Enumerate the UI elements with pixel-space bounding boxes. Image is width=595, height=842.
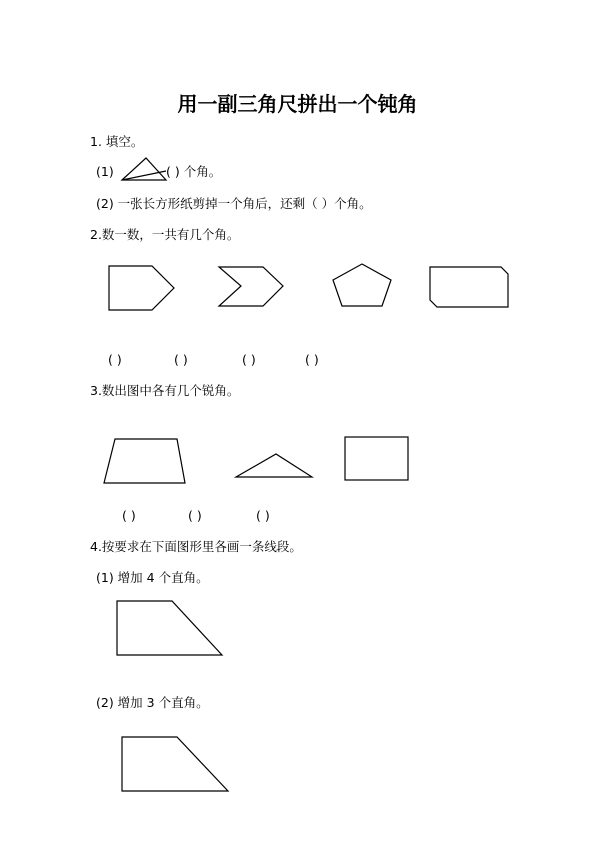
- question-1-item-1-number: (1): [96, 164, 114, 179]
- trapezoid-shape: [103, 438, 187, 486]
- regular-pentagon-shape: [332, 263, 394, 309]
- question-3-answer-2: ( ): [188, 508, 202, 523]
- question-2-heading: 2.数一数，一共有几个角。: [90, 227, 240, 242]
- right-trapezoid-shape-2: [121, 736, 233, 794]
- triangle-ruler-outline: [122, 158, 166, 180]
- question-3-answer-1: ( ): [122, 508, 136, 523]
- question-4-item-1: (1) 增加 4 个直角。: [96, 570, 209, 585]
- question-2-answer-1: ( ): [108, 352, 122, 367]
- obtuse-triangle-shape: [235, 452, 315, 480]
- question-1-item-1-answer-text: ( ) 个角。: [166, 164, 222, 179]
- chevron-shape: [218, 266, 286, 308]
- question-3-heading: 3.数出图中各有几个锐角。: [90, 383, 240, 398]
- question-1-heading: 1. 填空。: [90, 134, 144, 149]
- cut-corner-rectangle-shape: [429, 266, 511, 310]
- page-title: 用一副三角尺拼出一个钝角: [177, 92, 418, 116]
- question-4-heading: 4.按要求在下面图形里各画一条线段。: [90, 539, 302, 554]
- rectangle-shape: [344, 436, 410, 482]
- triangle-ruler-figure: [120, 156, 170, 184]
- question-3-answer-3: ( ): [256, 508, 270, 523]
- question-1-item-2: (2) 一张长方形纸剪掉一个角后，还剩（ ）个角。: [96, 196, 372, 211]
- question-2-answer-3: ( ): [242, 352, 256, 367]
- question-2-answer-4: ( ): [305, 352, 319, 367]
- pentagon-arrow-shape: [108, 265, 176, 311]
- triangle-ruler-inner-line: [122, 171, 166, 180]
- question-4-item-2: (2) 增加 3 个直角。: [96, 695, 209, 710]
- right-trapezoid-shape-1: [116, 600, 226, 658]
- question-2-answer-2: ( ): [174, 352, 188, 367]
